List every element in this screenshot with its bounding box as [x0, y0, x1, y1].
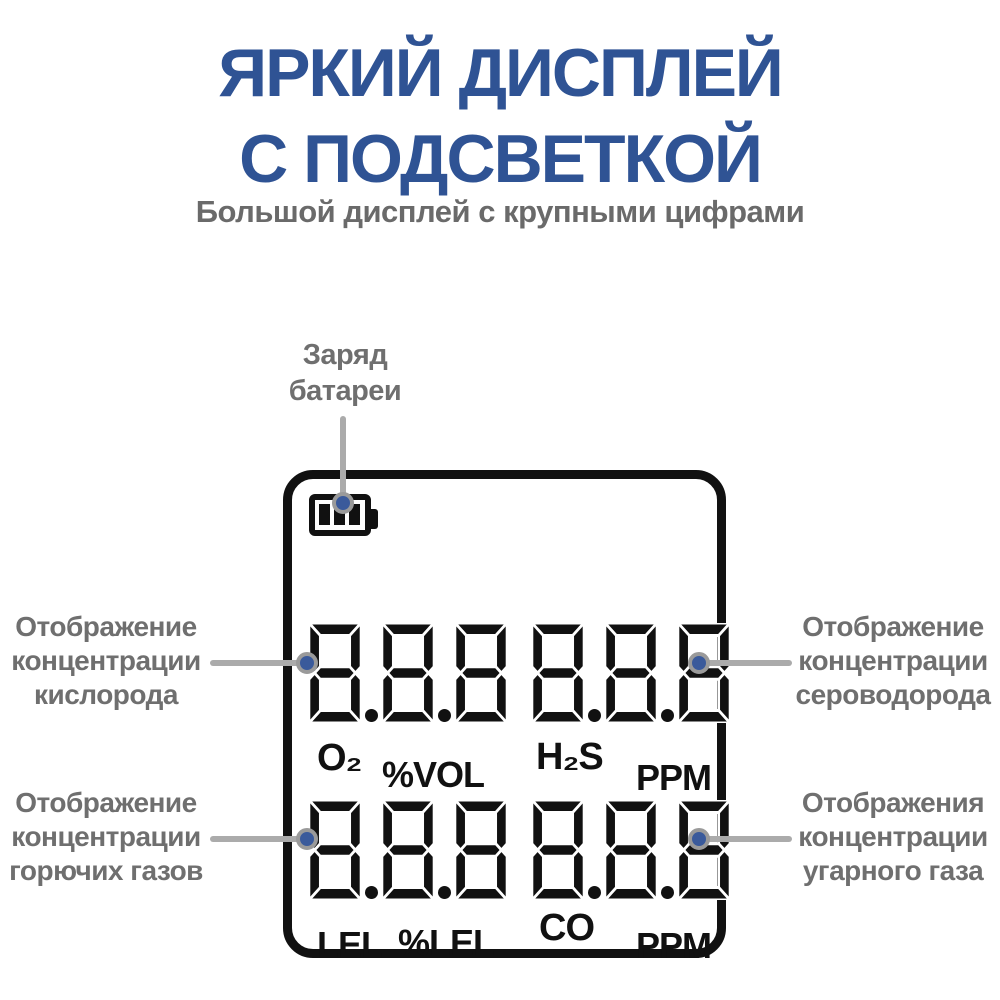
seven-segment-digit: [309, 800, 361, 900]
callout-co-line3: угарного газа: [802, 855, 984, 886]
decimal-point: [588, 709, 601, 722]
battery-terminal: [370, 509, 378, 529]
decimal-point: [438, 709, 451, 722]
callout-oxygen-line3: кислорода: [33, 679, 178, 710]
callout-battery-line2: батареи: [288, 375, 402, 407]
callout-co-line2: концентрации: [798, 821, 988, 852]
h2s-unit-label: PPM: [636, 757, 712, 798]
seven-segment-digit: [455, 800, 507, 900]
page-title-line2: С ПОДСВЕТКОЙ: [239, 121, 761, 197]
decimal-point: [365, 709, 378, 722]
page-title: [0, 30, 1000, 202]
page-subtitle: Большой дисплей с крупными цифрами: [195, 194, 805, 229]
page-title-line1: ЯРКИЙ ДИСПЛЕЙ: [218, 35, 782, 111]
lel-reading: [309, 799, 507, 900]
seven-segment-digit: [678, 800, 730, 900]
callout-h2s-line3: сероводорода: [795, 679, 991, 710]
callout-combustible-gases: [0, 786, 212, 888]
callout-dot-battery: [332, 492, 354, 514]
seven-segment-digit: [382, 623, 434, 723]
decimal-point: [438, 886, 451, 899]
o2-reading: [309, 622, 507, 723]
seven-segment-digit: [605, 800, 657, 900]
callout-h2s-line2: концентрации: [798, 645, 988, 676]
seven-segment-digit: [605, 623, 657, 723]
callout-combustible-line2: концентрации: [11, 821, 201, 852]
callout-line-h2s: [696, 660, 792, 666]
callout-co-line1: Отображения: [801, 787, 985, 818]
decimal-point: [588, 886, 601, 899]
seven-segment-digit: [532, 623, 584, 723]
lel-unit-label: %LEL: [398, 922, 495, 963]
callout-h2s-line1: Отображение: [802, 611, 984, 642]
callout-oxygen-line1: Отображение: [15, 611, 197, 642]
callout-oxygen: [0, 610, 212, 712]
o2-unit-label: %VOL: [382, 754, 485, 795]
battery-bar: [319, 504, 330, 525]
co-gas-label: CO: [539, 907, 594, 949]
lcd-display-panel: [283, 470, 726, 966]
callout-dot-oxygen: [296, 652, 318, 674]
seven-segment-digit: [532, 800, 584, 900]
callout-dot-combustible: [296, 828, 318, 850]
callout-combustible-line1: Отображение: [15, 787, 197, 818]
seven-segment-digit: [309, 623, 361, 723]
lel-gas-label: LEL: [317, 924, 382, 965]
seven-segment-digit: [455, 623, 507, 723]
callout-dot-co: [688, 828, 710, 850]
callout-line-combustible: [210, 836, 310, 842]
callout-oxygen-line2: концентрации: [11, 645, 201, 676]
callout-carbon-monoxide: [786, 786, 1000, 888]
seven-segment-digit: [678, 623, 730, 723]
callout-combustible-line3: горючих газов: [9, 855, 203, 886]
o2-gas-label: O₂: [317, 737, 362, 779]
co-unit-label: PPM: [636, 925, 712, 966]
decimal-point: [365, 886, 378, 899]
h2s-gas-label: H₂S: [536, 736, 603, 778]
callout-battery-line1: Заряд: [302, 339, 388, 371]
callout-battery-charge: [243, 337, 447, 409]
callout-line-oxygen: [210, 660, 310, 666]
decimal-point: [661, 886, 674, 899]
seven-segment-digit: [382, 800, 434, 900]
callout-dot-h2s: [688, 652, 710, 674]
callout-line-co: [696, 836, 792, 842]
callout-hydrogen-sulfide: [786, 610, 1000, 712]
decimal-point: [661, 709, 674, 722]
